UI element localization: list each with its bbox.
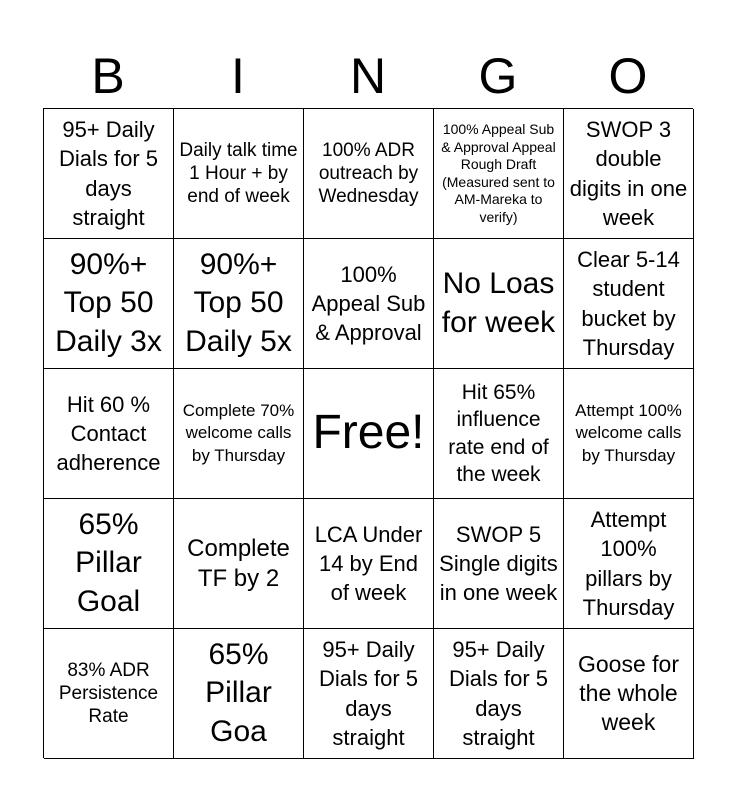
bingo-cell-r3c5[interactable]: Attempt 100% welcome calls by Thursday [564, 369, 694, 499]
bingo-cell-r3c1[interactable]: Hit 60 % Contact adherence [44, 369, 174, 499]
header-letter-b: B [91, 48, 125, 104]
bingo-cell-r4c1[interactable]: 65% Pillar Goal [44, 499, 174, 629]
bingo-cell-r2c1[interactable]: 90%+ Top 50 Daily 3x [44, 239, 174, 369]
bingo-cell-r3c2[interactable]: Complete 70% welcome calls by Thursday [174, 369, 304, 499]
header-letter-n: N [349, 48, 387, 104]
header-letter-o: O [608, 48, 648, 104]
header-letter-i: I [231, 48, 245, 104]
bingo-cell-r1c5[interactable]: SWOP 3 double digits in one week [564, 109, 694, 239]
bingo-cell-r2c5[interactable]: Clear 5-14 student bucket by Thursday [564, 239, 694, 369]
bingo-cell-r2c4[interactable]: No Loas for week [434, 239, 564, 369]
bingo-cell-r5c1[interactable]: 83% ADR Persistence Rate [44, 629, 174, 759]
bingo-cell-r4c5[interactable]: Attempt 100% pillars by Thursday [564, 499, 694, 629]
bingo-cell-r1c2[interactable]: Daily talk time 1 Hour + by end of week [174, 109, 304, 239]
bingo-header [43, 46, 693, 106]
bingo-cell-r4c4[interactable]: SWOP 5 Single digits in one week [434, 499, 564, 629]
bingo-cell-r5c5[interactable]: Goose for the whole week [564, 629, 694, 759]
bingo-board [43, 108, 693, 758]
bingo-cell-r5c4[interactable]: 95+ Daily Dials for 5 days straight [434, 629, 564, 759]
bingo-cell-r4c2[interactable]: Complete TF by 2 [174, 499, 304, 629]
bingo-cell-r1c3[interactable]: 100% ADR outreach by Wednesday [304, 109, 434, 239]
bingo-cell-free[interactable]: Free! [304, 369, 434, 499]
bingo-cell-r5c2[interactable]: 65% Pillar Goa [174, 629, 304, 759]
header-letter-g: G [478, 48, 518, 104]
bingo-cell-r5c3[interactable]: 95+ Daily Dials for 5 days straight [304, 629, 434, 759]
bingo-cell-r1c1[interactable]: 95+ Daily Dials for 5 days straight [44, 109, 174, 239]
bingo-cell-r2c2[interactable]: 90%+ Top 50 Daily 5x [174, 239, 304, 369]
bingo-cell-r1c4[interactable]: 100% Appeal Sub & Approval Appeal Rough Draft (Measured sent to AM-Mareka to verify) [434, 109, 564, 239]
bingo-cell-r3c4[interactable]: Hit 65% influence rate end of the week [434, 369, 564, 499]
bingo-cell-r4c3[interactable]: LCA Under 14 by End of week [304, 499, 434, 629]
bingo-cell-r2c3[interactable]: 100% Appeal Sub & Approval [304, 239, 434, 369]
